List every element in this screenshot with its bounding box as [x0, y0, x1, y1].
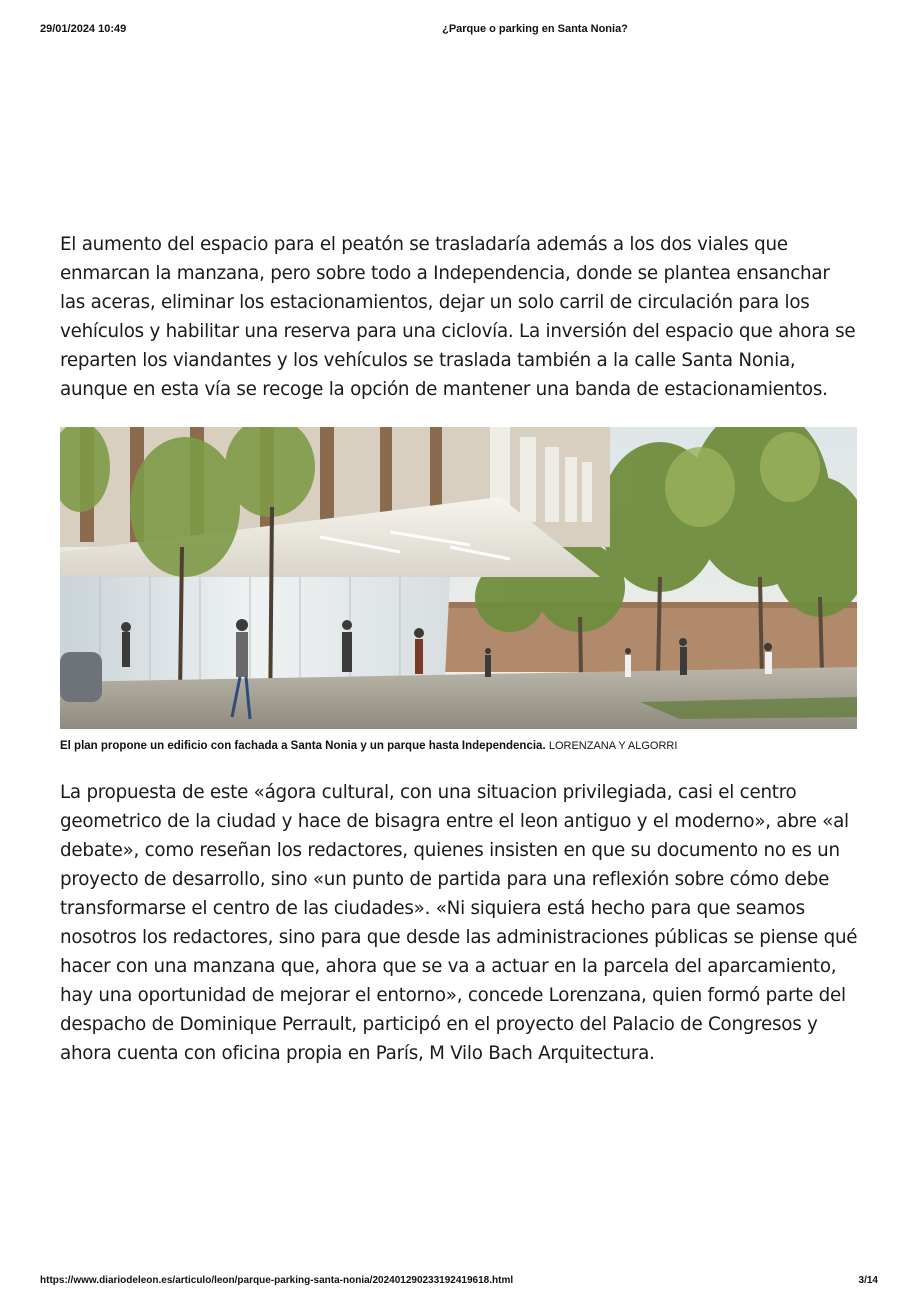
- article-photo: [60, 427, 857, 729]
- photo-caption: [60, 740, 860, 752]
- article-paragraph: El aumento del espacio para el peatón se trasladaría además a los dos viales que enmarcan la manzana, pero sobre todo a Independencia, donde se plantea ensanchar las aceras, eliminar los estacionamientos, dejar un solo carril de circulación para los vehículos y habilitar una reserva para una ciclovía. La inversión del espacio que ahora se reparten los viandantes y los vehículos se traslada también a la calle Santa Nonia, aunque en esta vía se recoge la opción de mantener una banda de estacionamientos.: [60, 234, 856, 400]
- page-number: 3/14: [858, 1275, 878, 1286]
- article-paragraph: La propuesta de este «ágora cultural, con una situacion privilegiada, casi el centro geometrico de la ciudad y hace de bisagra entre el leon antiguo y el moderno», abre «al debate», como reseñan los redactores, quienes insisten en que su documento no es un proyecto de desarrollo, sino «un punto de partida para una reflexión sobre cómo debe transformarse el centro de las ciudades». «Ni siquiera está hecho para que seamos nosotros los redactores, sino para que desde las administraciones públicas se piense qué hacer con una manzana que, ahora que se va a actuar en la parcela del aparcamiento, hay una oportunidad de mejorar el entorno», concede Lorenzana, quien formó parte del despacho de Dominique Perrault, participó en el proyecto del Palacio de Congresos y ahora cuenta con oficina propia en París, M Vilo Bach Arquitectura.: [60, 782, 858, 1064]
- photo-credit: LORENZANA Y ALGORRI: [548, 740, 678, 752]
- print-datetime: 29/01/2024 10:49: [40, 23, 127, 35]
- page-title: ¿Parque o parking en Santa Nonia?: [442, 23, 628, 35]
- caption-text: El plan propone un edificio con fachada a Santa Nonia y un parque hasta Independencia.: [60, 740, 546, 752]
- page-url: https://www.diariodeleon.es/articulo/leon/parque-parking-santa-nonia/202401290233192419618.html: [40, 1275, 514, 1286]
